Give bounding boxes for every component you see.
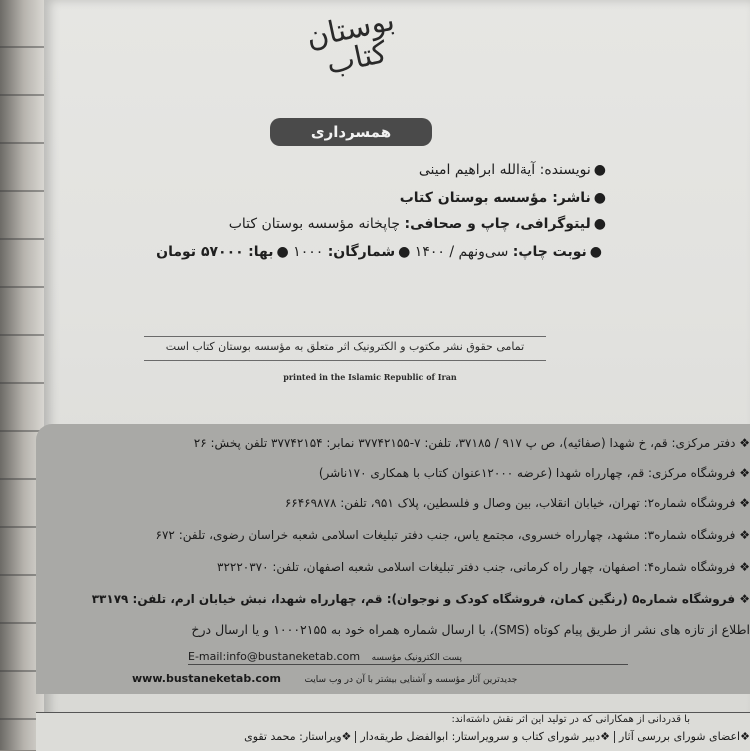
email-label: پست الکترونیک مؤسسه: [371, 653, 463, 663]
website-address[interactable]: www.bustaneketab.com: [132, 672, 281, 685]
head-office-line: ❖ دفتر مرکزی: قم، خ شهدا (صفائیه)، ص پ ۹۱۷ / ۳۷۱۸۵، تلفن: ۷-۳۷۷۴۲۱۵۵ نمابر: ۳۷۷۴۲۱۵۴ تلفن پخش: ۲۶: [193, 436, 750, 450]
store-4-line: ❖ فروشگاه شماره۴: اصفهان، چهار راه کرمانی، جنب دفتر تبلیغات اسلامی شعبه اصفهان، تلفن: ۳۲۲۲۰۳۷۰: [217, 560, 750, 574]
central-store-line: ❖ فروشگاه مرکزی: قم، چهارراه شهدا (عرضه ۱۲۰۰۰عنوان کتاب با همکاری ۱۷۰ناشر): [318, 466, 750, 480]
divider: [144, 360, 546, 361]
staff-credits: ❖اعضای شورای بررسی آثار❖دبیر شورای کتاب و سرویراستار: ابوالفضل طریقه‌دار❖ویراستار: محمد تقوی: [244, 730, 750, 743]
store-2-line: ❖ فروشگاه شماره۲: تهران، خیابان انقلاب، بین وصال و فلسطین، پلاک ۹۵۱، تلفن: ۶۶۴۶۹۸۷۸: [284, 496, 750, 510]
bullet-icon: ●: [398, 244, 411, 260]
copyright-notice: تمامی حقوق نشر مکتوب و الکترونیک اثر متعلق به مؤسسه بوستان کتاب است: [165, 340, 525, 353]
edition-line: ●نوبت چاپ: سی‌ونهم / ۱۴۰۰ ●شمارگان: ۱۰۰۰ ●بها: ۵۷۰۰۰ تومان: [156, 244, 602, 260]
thanks-text: با قدردانی از همکارانی که در تولید این اثر نقش داشته‌اند:: [451, 714, 690, 725]
bullet-icon: ●: [276, 244, 289, 260]
store-3-line: ❖ فروشگاه شماره۳: مشهد، چهارراه خسروی، مجتمع یاس، جنب دفتر تبلیغات اسلامی شعبه خراسان رضوی، تلفن: ۶۷۲: [155, 528, 750, 542]
divider: [144, 336, 546, 337]
book-title: همسرداری: [270, 118, 432, 146]
store-5-line: ❖ فروشگاه شماره۵ (رنگین کمان، فروشگاه کودک و نوجوان): قم، چهارراه شهدا، نبش خیابان ارم، تلفن: ۳۳۱۷۹: [91, 592, 750, 606]
email-row: [188, 650, 628, 663]
website-label: جدیدترین آثار مؤسسه و آشنایی بیشتر با آن در وب سایت: [304, 675, 518, 685]
website-row: [132, 672, 652, 685]
bullet-icon: ●: [593, 162, 606, 178]
printed-in-notice: printed in the Islamic Republic of Iran: [283, 372, 457, 382]
divider: [188, 664, 628, 665]
author-line: ●نویسنده: آیةالله ابراهیم امینی: [418, 162, 606, 178]
publisher-line: ●ناشر: مؤسسه بوستان کتاب: [399, 190, 606, 206]
bullet-icon: ●: [593, 190, 606, 206]
bullet-icon: ●: [593, 216, 606, 232]
publisher-logo: بوستان کتاب: [303, 2, 398, 82]
bullet-icon: ●: [589, 244, 602, 260]
email-address[interactable]: E-mail:info@bustaneketab.com: [188, 650, 361, 663]
printing-line: ●لیتوگرافی، چاپ و صحافی: چاپخانه مؤسسه بوستان کتاب: [228, 216, 606, 232]
sms-notice-line: اطلاع از تازه های نشر از طریق پیام کوتاه (SMS)، با ارسال شماره همراه خود به ۱۰۰۰۲۱۵۵ و یا ارسال درخ: [191, 622, 750, 637]
